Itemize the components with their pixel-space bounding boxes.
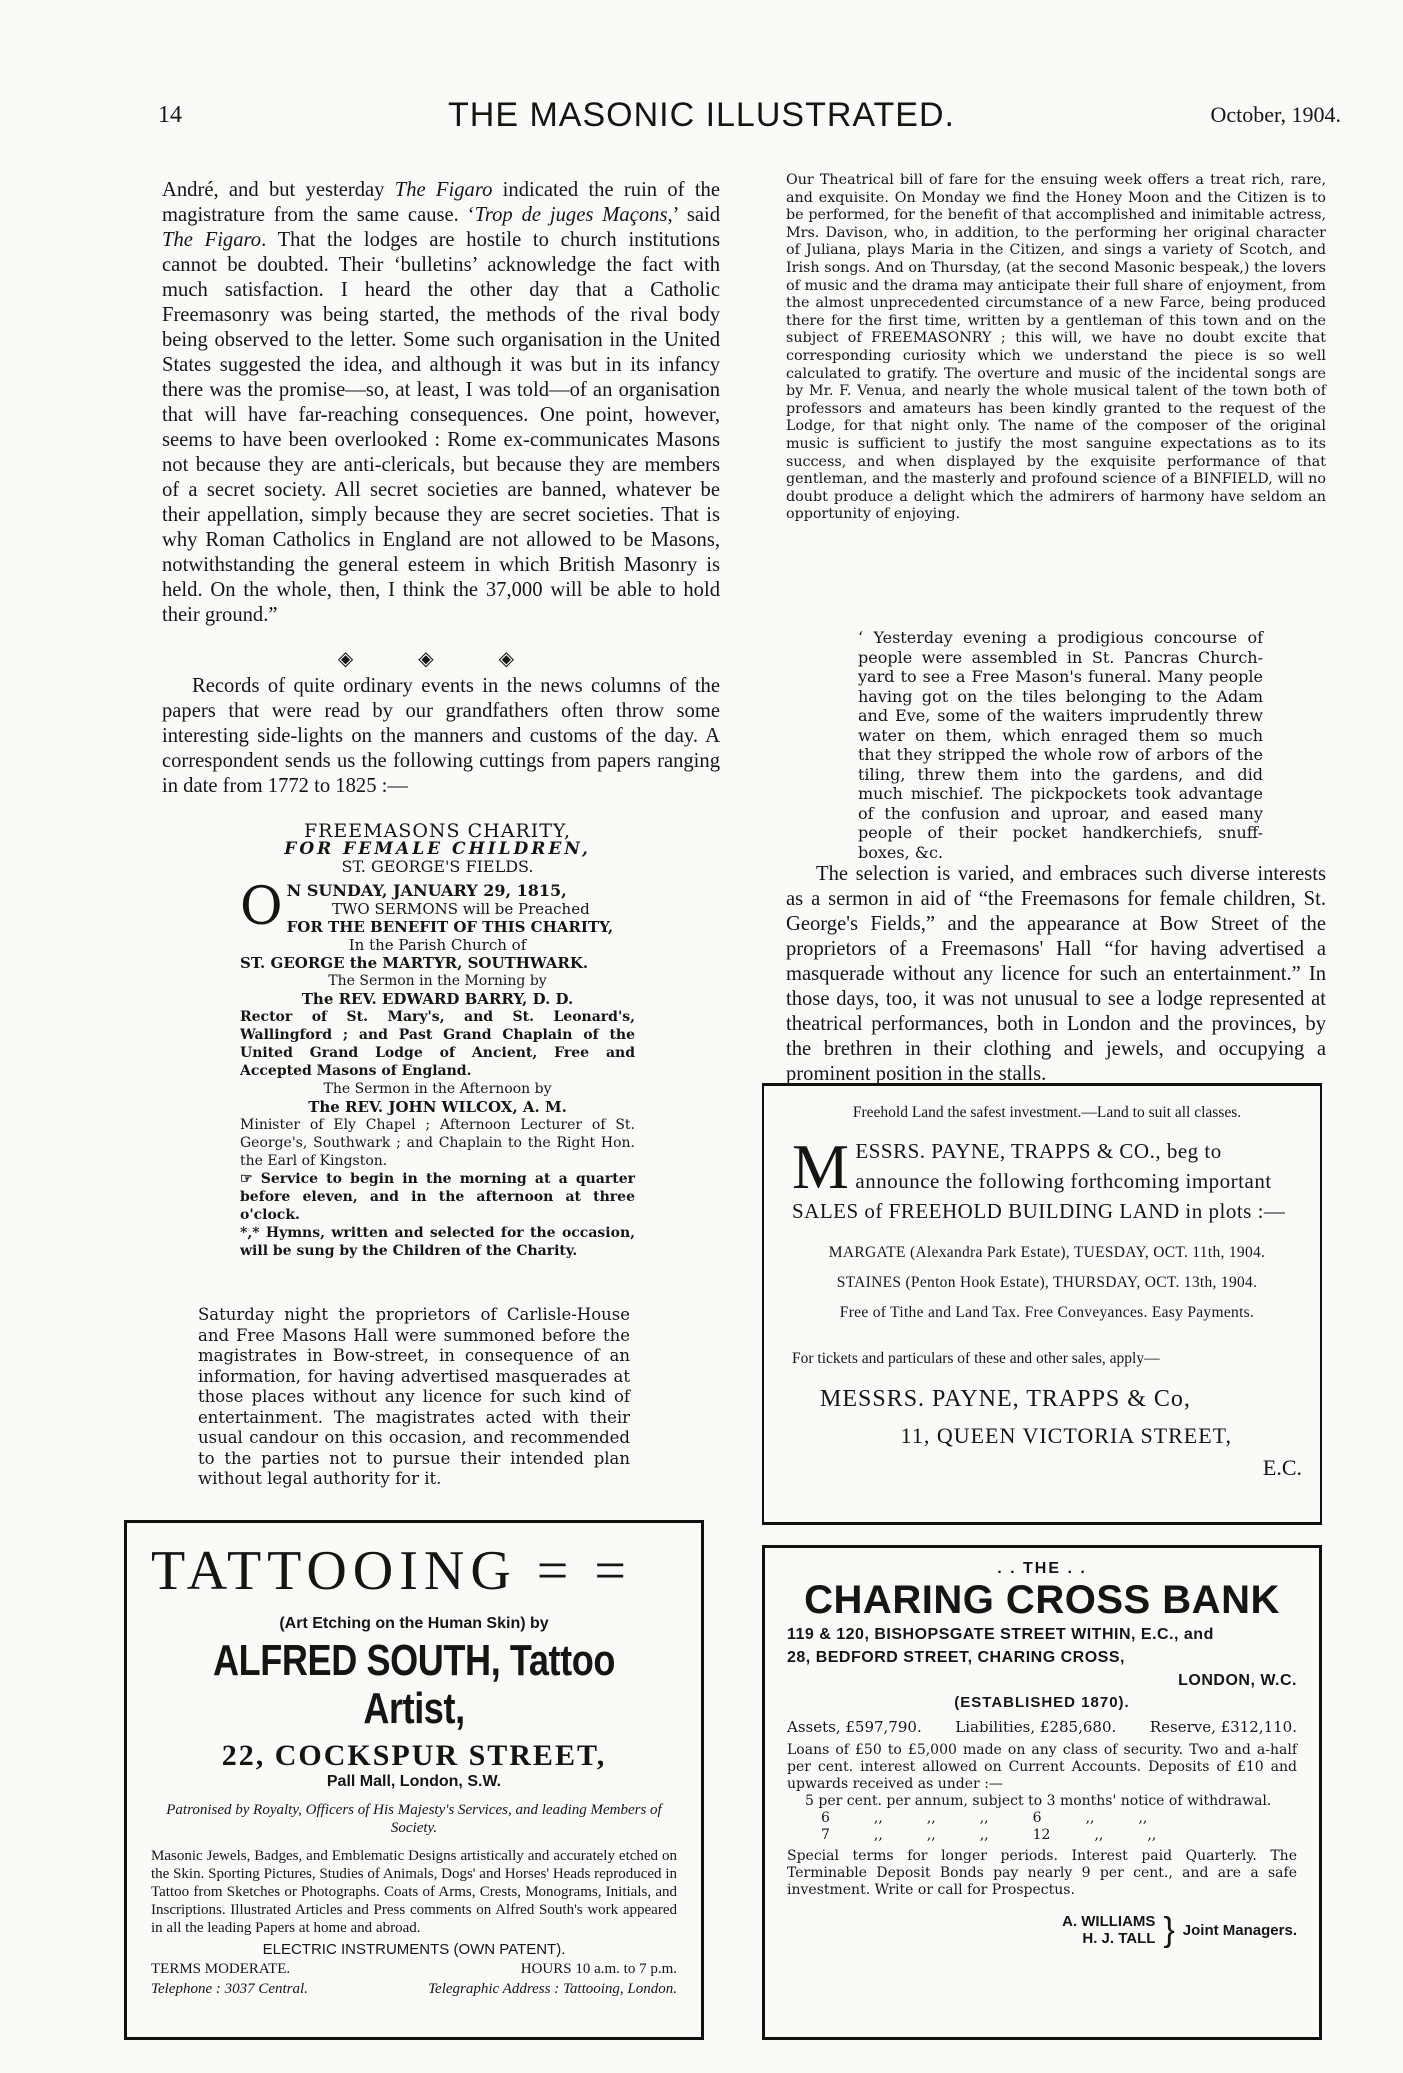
tattoo-hours: HOURS 10 a.m. to 7 p.m. bbox=[520, 1961, 677, 1977]
payne-message: M ESSRS. PAYNE, TRAPPS & CO., beg to announce the following forthcoming important SALES of FREEHOLD BUILDING LAND in plots :— bbox=[792, 1131, 1286, 1223]
tattoo-subtitle: (Art Etching on the Human Skin) by bbox=[279, 1615, 549, 1632]
bank-address-2: 28, BEDFORD STREET, CHARING CROSS, bbox=[787, 1649, 1125, 1666]
bank-rate-row-3: 7 ,, ,, ,, 12 ,, ,, bbox=[821, 1827, 1157, 1843]
payne-terms: Free of Tithe and Land Tax. Free Conveyances. Easy Payments. bbox=[839, 1304, 1255, 1321]
payne-district: E.C. bbox=[1262, 1455, 1302, 1480]
handbill-parish: In the Parish Church of bbox=[348, 936, 527, 954]
handbill-subtitle: FOR FEMALE CHILDREN, bbox=[284, 839, 591, 859]
theatrical-clipping: Our Theatrical bill of fare for the ensuing week offers a treat rich, rare, and exquisite. On Monday we find the Honey Moon and the Citizen is to be performed, for the benefit of that accomplished and inimitable actress, Mrs. Davison, who, in addition, to the performing her original character of Juliana, plays Maria in the Citizen, and sings a variety of Scotch, and Irish songs. And on Thursday, (at the second Masonic bespeak,) the lovers of music and the drama may anticipate their full share of enjoyment, from the almost unprecedented circumstance of a new Farce, being produced there for the first time, written by a gentleman of this town and on the subject of FREEMASONRY ; this will, we have no doubt excite that corresponding curiosity which we understand the piece is so well calculated to gratify. The overture and music of the incidental songs are by Mr. F. Venua, and nearly the whole musical talent of the town both of professors and amateurs has been kindly granted to the request of the Lodge, for that night only. The name of the composer of the original music is sufficient to justify the most sanguine expectations as to its success, and when displayed by the exquisite performance of that gentleman, and the masterly and profound science of a BINFIELD, will no doubt produce a delight which the admirers of harmony have seldom an opportunity of enjoying. bbox=[786, 172, 1326, 523]
bank-manager-tall: H. J. TALL bbox=[1082, 1930, 1156, 1947]
selection-paragraph: The selection is varied, and embraces such diverse interests as a sermon in aid of “the Freemasons for female children, St. George's Fields,” and the appearance at Bow Street of the proprietors of a Freemasons' Hall “for having advertised a masquerade without any licence for such an entertainment.” In those days, too, it was not unusual to see a lodge represented at theatrical performances, both in London and the provinces, by the brethren in their clothing and jewels, and occupying a prominent position in the stalls. bbox=[786, 863, 1326, 1085]
ornament-divider: ◈ ◈ ◈ bbox=[337, 648, 545, 670]
handbill-afternoon-intro: The Sermon in the Afternoon by bbox=[323, 1081, 552, 1097]
bank-managers-label: Joint Managers. bbox=[1182, 1921, 1297, 1939]
bank-the: . . THE . . bbox=[997, 1560, 1087, 1577]
payne-sale-staines: STAINES (Penton Hook Estate), THURSDAY, OCT. 13th, 1904. bbox=[836, 1274, 1258, 1291]
payne-firm-name: MESSRS. PAYNE, TRAPPS & Co, bbox=[820, 1386, 1191, 1412]
payne-sale-margate: MARGATE (Alexandra Park Estate), TUESDAY, OCT. 11th, 1904. bbox=[828, 1244, 1266, 1261]
bank-manager-williams: A. WILLIAMS bbox=[1062, 1913, 1156, 1930]
handbill-service-note: ☞ Service to begin in the morning at a quarter before eleven, and in the afternoon at three o'clock. bbox=[240, 1171, 635, 1223]
bank-rate-row-2: 6 ,, ,, ,, 6 ,, ,, bbox=[821, 1810, 1148, 1826]
handbill-morning-details: Rector of St. Mary's, and St. Leonard's, Wallingford ; and Past Grand Chaplain of the United Grand Lodge of Ancient, Free and Accepted Masons of England. bbox=[240, 1009, 635, 1079]
records-paragraph: Records of quite ordinary events in the news columns of the papers that were read by our grandfathers often throw some interesting side-lights on the manners and customs of the day. A correspondent sends us the following cuttings from papers ranging in date from 1772 to 1825 :— bbox=[162, 675, 720, 797]
masthead-title: THE MASONIC ILLUSTRATED. bbox=[448, 96, 955, 134]
bank-address-1: 119 & 120, BISHOPSGATE STREET WITHIN, E.C., and bbox=[787, 1626, 1214, 1643]
handbill-dropcap: O bbox=[240, 877, 283, 937]
handbill-benefit: FOR THE BENEFIT OF THIS CHARITY, bbox=[286, 918, 614, 936]
bank-address-3: LONDON, W.C. bbox=[1178, 1672, 1297, 1689]
tattoo-title: TATTOOING = = bbox=[151, 1540, 632, 1602]
payne-trapps-advertisement bbox=[762, 1083, 1322, 1525]
payne-apply: For tickets and particulars of these and other sales, apply— bbox=[792, 1350, 1160, 1367]
payne-address: 11, QUEEN VICTORIA STREET, bbox=[900, 1423, 1232, 1448]
handbill-title: FREEMASONS CHARITY, bbox=[303, 820, 572, 842]
funeral-clipping: ‘ Yesterday evening a prodigious concourse of people were assembled in St. Pancras Church-yard to see a Free Mason's funeral. Many people having got on the tiles belonging to the Adam and Eve, some of the waiters imprudently threw water on them, which enraged them so much that they stripped the whole row of arbors of the tiling, threw them into the gardens, and did much mischief. The pickpockets took advantage of the confusion and uproar, and eased many people of their pocket handkerchiefs, snuff-boxes, &c. bbox=[858, 628, 1263, 862]
page-number: 14 bbox=[158, 102, 182, 128]
tattoo-terms: TERMS MODERATE. bbox=[151, 1961, 291, 1977]
bank-liabilities: Liabilities, £285,680. bbox=[955, 1718, 1117, 1736]
tattoo-address: 22, COCKSPUR STREET, bbox=[221, 1739, 607, 1772]
bank-name: CHARING CROSS BANK bbox=[804, 1578, 1280, 1622]
handbill-hymns-note: *,* Hymns, written and selected for the occasion, will be sung by the Children of the Charity. bbox=[240, 1225, 635, 1259]
tattoo-patronage: Patronised by Royalty, Officers of His Majesty's Services, and leading Members of Society. bbox=[166, 1802, 662, 1836]
brace-icon: } bbox=[1163, 1911, 1175, 1949]
issue-date: October, 1904. bbox=[1210, 102, 1341, 127]
tattoo-advertisement bbox=[124, 1520, 704, 2040]
bank-loans: Loans of £50 to £5,000 made on any class of security. Two and a-half per cent. interest allowed on Current Accounts. Deposits of £10 and upwards received as under :— bbox=[787, 1742, 1297, 1792]
bank-special-terms: Special terms for longer periods. Interest paid Quarterly. The Terminable Deposit Bonds pay nearly 9 per cent., and are a safe investment. Write or call for Prospectus. bbox=[787, 1848, 1297, 1898]
handbill-afternoon-preacher: The REV. JOHN WILCOX, A. M. bbox=[308, 1098, 567, 1116]
handbill-morning-preacher: The REV. EDWARD BARRY, D. D. bbox=[301, 990, 574, 1008]
handbill-sermons: TWO SERMONS will be Preached bbox=[331, 900, 590, 918]
charing-cross-bank-advertisement bbox=[762, 1545, 1322, 2040]
left-intro-paragraph: André, and but yesterday The Figaro indicated the ruin of the magistrature from the same cause. ‘Trop de juges Maçons,’ said The Figaro. That the lodges are hostile to church institutions cannot be doubted. Their ‘bulletins’ acknowledge the fact with much satisfaction. I heard the other day that a Catholic Freemasonry was being started, the methods of the rival body being observed to the letter. Some such organisation in the United States suggested the idea, and although it was but in its infancy there was the promise—so, at least, I was told—of an organisation that will have far-reaching consequences. One point, however, seems to have been overlooked : Rome ex-communicates Masons not because they are anti-clericals, but because they are members of a secret society. All secret societies are banned, whatever be their appellation, simply because they are secret societies. That is why Roman Catholics in England are not allowed to be Masons, notwithstanding the general esteem in which British Masonry is held. On the whole, then, I think the 37,000 will be able to hold their ground.” bbox=[162, 179, 720, 626]
handbill-place: ST. GEORGE'S FIELDS. bbox=[341, 857, 534, 876]
charity-handbill bbox=[240, 822, 635, 1260]
bank-assets: Assets, £597,790. bbox=[787, 1718, 922, 1736]
handbill-church: ST. GEORGE the MARTYR, SOUTHWARK. bbox=[240, 954, 589, 972]
tattoo-description: Masonic Jewels, Badges, and Emblematic Designs artistically and accurately etched on the Skin. Sporting Pictures, Studies of Animals, Dogs' and Horses' Heads reproduced in Tattoo from Sketches or Photographs. Coats of Arms, Crests, Monograms, Initials, and Inscriptions. Illustrated Articles and Press comments on Alfred South's work appeared in all the leading Papers at home and abroad. bbox=[151, 1848, 677, 1936]
bank-rate-row-1: 5 per cent. per annum, subject to 3 months' notice of withdrawal. bbox=[805, 1793, 1272, 1809]
payne-headline: Freehold Land the safest investment.—Land to suit all classes. bbox=[852, 1104, 1242, 1121]
tattoo-area: Pall Mall, London, S.W. bbox=[326, 1773, 502, 1790]
handbill-morning-intro: The Sermon in the Morning by bbox=[328, 973, 547, 989]
tattoo-electric-instruments: ELECTRIC INSTRUMENTS (OWN PATENT). bbox=[262, 1941, 566, 1958]
tattoo-telephone: Telephone : 3037 Central. bbox=[151, 1981, 308, 1997]
handbill-afternoon-details: Minister of Ely Chapel ; Afternoon Lecturer of St. George's, Southwark ; and Chaplain to the Right Hon. the Earl of Kingston. bbox=[240, 1117, 635, 1169]
bank-managers bbox=[787, 1913, 1297, 1947]
bank-figures bbox=[787, 1719, 1297, 1736]
handbill-date: N SUNDAY, JANUARY 29, 1815, bbox=[286, 881, 567, 900]
bank-reserve: Reserve, £312,110. bbox=[1149, 1718, 1297, 1736]
tattoo-artist-name: ALFRED SOUTH, Tattoo Artist, bbox=[212, 1636, 616, 1733]
tattoo-telegraphic: Telegraphic Address : Tattooing, London. bbox=[428, 1981, 677, 1997]
carlisle-clipping: Saturday night the proprietors of Carlisle-House and Free Masons Hall were summoned before the magistrates in Bow-street, in consequence of an information, for having advertised masquerades at those places without any licence for such kind of entertainment. The magistrates acted with their usual candour on this occasion, and recommended to the parties not to pursue their intended plan without legal authority for it. bbox=[198, 1305, 630, 1488]
payne-big-initial: M bbox=[792, 1131, 850, 1202]
bank-established: (ESTABLISHED 1870). bbox=[954, 1694, 1130, 1711]
